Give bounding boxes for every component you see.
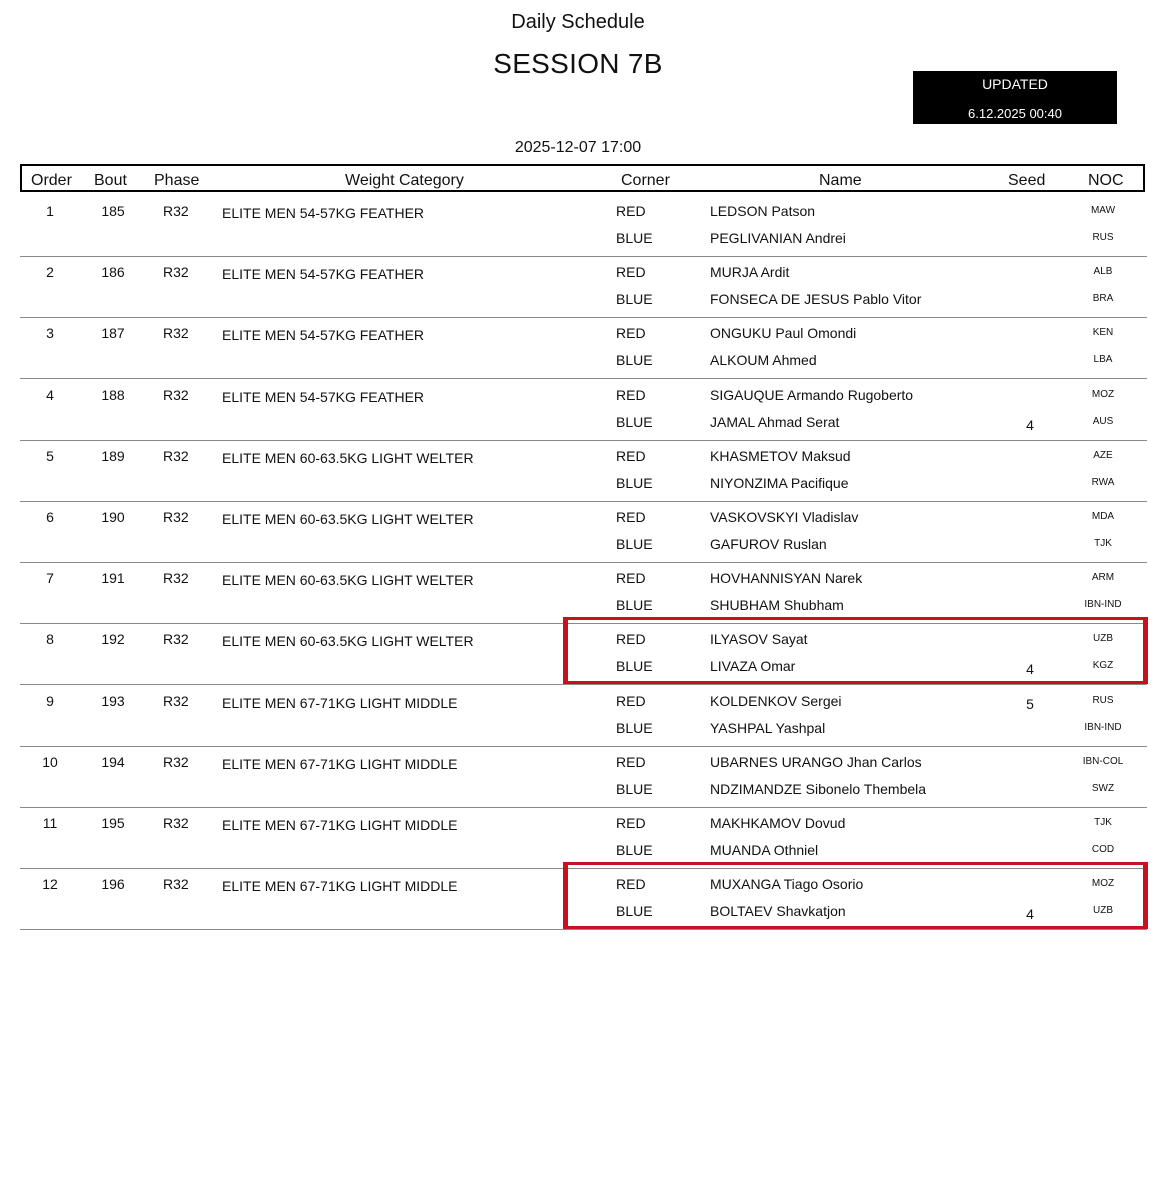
row-bout: 188 (101, 386, 125, 403)
row-phase: R32 (163, 631, 189, 648)
table-row (20, 746, 1147, 808)
row-order: 3 (46, 325, 54, 342)
row-order: 11 (42, 815, 58, 831)
row-bout: 196 (101, 876, 125, 893)
blue-boxer-name: YASHPAL Yashpal (710, 719, 826, 736)
red-boxer-name: SIGAUQUE Armando Rugoberto (710, 386, 914, 403)
table-row (20, 195, 1147, 257)
table-row (20, 562, 1147, 624)
row-weight-category: ELITE MEN 60-63.5KG LIGHT WELTER (222, 449, 474, 466)
row-order: 1 (46, 203, 54, 219)
header-bout: Bout (94, 172, 127, 189)
row-weight-category: ELITE MEN 54-57KG FEATHER (222, 388, 425, 405)
header-order: Order (31, 172, 72, 189)
blue-boxer-name: JAMAL Ahmad Serat (710, 413, 840, 430)
blue-corner-label: BLUE (616, 842, 653, 858)
blue-boxer-name: FONSECA DE JESUS Pablo Vitor (710, 291, 922, 308)
red-boxer-noc: MOZ (1091, 878, 1115, 890)
header-noc: NOC (1088, 172, 1124, 189)
row-weight-category: ELITE MEN 60-63.5KG LIGHT WELTER (222, 633, 474, 650)
row-bout: 195 (101, 815, 125, 831)
session-datetime: 2025-12-07 17:00 (514, 139, 642, 156)
row-weight-category: ELITE MEN 67-71KG LIGHT MIDDLE (222, 755, 458, 772)
blue-corner-label: BLUE (616, 597, 653, 614)
red-boxer-noc: ARM (1091, 572, 1115, 584)
red-corner-label: RED (616, 753, 646, 770)
blue-corner-label: BLUE (616, 903, 653, 920)
header-name: Name (819, 172, 862, 189)
blue-boxer-noc: LBA (1093, 354, 1113, 366)
blue-corner-label: BLUE (616, 291, 653, 308)
red-corner-label: RED (616, 509, 646, 525)
blue-corner-label: BLUE (616, 536, 653, 552)
row-bout: 186 (101, 264, 125, 281)
blue-corner-label: BLUE (616, 474, 653, 491)
red-boxer-name: UBARNES URANGO Jhan Carlos (710, 753, 922, 770)
row-order: 2 (46, 264, 54, 281)
red-corner-label: RED (616, 631, 646, 648)
header-phase: Phase (154, 172, 200, 189)
red-boxer-name: KHASMETOV Maksud (710, 447, 851, 464)
table-row (20, 807, 1147, 869)
blue-boxer-name: SHUBHAM Shubham (710, 597, 844, 614)
row-order: 7 (46, 570, 54, 587)
row-phase: R32 (163, 815, 189, 831)
red-boxer-name: MUXANGA Tiago Osorio (710, 876, 864, 893)
updated-badge (913, 71, 1117, 124)
row-bout: 187 (101, 325, 125, 342)
highlight-box (563, 617, 1148, 684)
header-weight-category: Weight Category (345, 172, 464, 189)
row-order: 10 (42, 753, 58, 770)
row-order: 8 (46, 631, 54, 648)
red-boxer-name: ONGUKU Paul Omondi (710, 325, 857, 342)
blue-boxer-noc: RWA (1091, 476, 1115, 488)
row-weight-category: ELITE MEN 54-57KG FEATHER (222, 205, 425, 221)
blue-boxer-name: BOLTAEV Shavkatjon (710, 903, 846, 920)
row-bout: 194 (101, 753, 125, 770)
red-boxer-noc: IBN-COL (1082, 755, 1124, 767)
row-order: 5 (46, 447, 54, 464)
row-bout: 190 (101, 509, 125, 525)
blue-corner-label: BLUE (616, 230, 653, 246)
blue-boxer-name: PEGLIVANIAN Andrei (710, 230, 846, 246)
blue-boxer-name: MUANDA Othniel (710, 842, 819, 858)
red-boxer-noc: MAW (1090, 205, 1116, 216)
row-phase: R32 (163, 692, 189, 709)
row-phase: R32 (163, 876, 189, 893)
row-weight-category: ELITE MEN 54-57KG FEATHER (222, 327, 425, 344)
blue-boxer-noc: BRA (1092, 293, 1114, 305)
blue-boxer-name: LIVAZA Omar (710, 658, 796, 675)
blue-boxer-noc: RUS (1092, 232, 1114, 243)
blue-corner-label: BLUE (616, 719, 653, 736)
row-weight-category: ELITE MEN 67-71KG LIGHT MIDDLE (222, 878, 458, 895)
blue-boxer-seed: 4 (1026, 661, 1034, 678)
red-corner-label: RED (616, 876, 646, 893)
red-boxer-noc: KEN (1092, 327, 1114, 339)
row-order: 6 (46, 509, 54, 525)
red-boxer-seed: 5 (1026, 695, 1034, 712)
blue-corner-label: BLUE (616, 413, 653, 430)
row-weight-category: ELITE MEN 60-63.5KG LIGHT WELTER (222, 511, 474, 527)
row-phase: R32 (163, 264, 189, 281)
blue-boxer-noc: UZB (1093, 905, 1113, 917)
blue-corner-label: BLUE (616, 658, 653, 675)
row-phase: R32 (163, 447, 189, 464)
table-row (20, 256, 1147, 318)
table-row (20, 317, 1147, 379)
red-corner-label: RED (616, 570, 646, 587)
row-phase: R32 (163, 386, 189, 403)
row-order: 4 (46, 386, 54, 403)
red-corner-label: RED (616, 386, 646, 403)
row-phase: R32 (163, 325, 189, 342)
blue-boxer-noc: SWZ (1091, 782, 1115, 794)
row-order: 9 (46, 692, 54, 709)
red-corner-label: RED (616, 447, 646, 464)
row-phase: R32 (163, 753, 189, 770)
red-boxer-noc: MOZ (1091, 388, 1115, 400)
red-boxer-noc: RUS (1092, 694, 1114, 706)
row-phase: R32 (163, 203, 189, 219)
table-header (20, 164, 1145, 192)
blue-boxer-seed: 4 (1026, 416, 1034, 433)
blue-corner-label: BLUE (616, 780, 653, 797)
row-bout: 191 (101, 570, 125, 587)
red-boxer-name: KOLDENKOV Sergei (710, 692, 842, 709)
blue-boxer-seed: 4 (1026, 906, 1034, 923)
red-corner-label: RED (616, 815, 646, 831)
red-boxer-name: MAKHKAMOV Dovud (710, 815, 846, 831)
document-title: Daily Schedule (511, 11, 645, 33)
session-title: SESSION 7B (493, 48, 663, 79)
blue-boxer-noc: TJK (1094, 538, 1112, 549)
blue-boxer-name: ALKOUM Ahmed (710, 352, 817, 369)
red-corner-label: RED (616, 692, 646, 709)
header-seed: Seed (1008, 172, 1046, 189)
red-boxer-noc: TJK (1094, 817, 1112, 828)
blue-boxer-noc: KGZ (1092, 660, 1114, 672)
row-weight-category: ELITE MEN 67-71KG LIGHT MIDDLE (222, 694, 458, 711)
table-row (20, 501, 1147, 563)
red-boxer-name: MURJA Ardit (710, 264, 790, 281)
red-boxer-noc: MDA (1091, 511, 1115, 522)
red-corner-label: RED (616, 203, 646, 219)
blue-boxer-noc: AUS (1092, 415, 1114, 427)
blue-boxer-name: NIYONZIMA Pacifique (710, 474, 849, 491)
red-boxer-name: LEDSON Patson (710, 203, 816, 219)
row-weight-category: ELITE MEN 54-57KG FEATHER (222, 266, 425, 283)
red-boxer-noc: AZE (1093, 449, 1113, 461)
blue-boxer-noc: IBN-IND (1084, 721, 1122, 733)
header-corner: Corner (621, 172, 670, 189)
red-corner-label: RED (616, 325, 646, 342)
blue-boxer-noc: IBN-IND (1084, 599, 1122, 611)
table-row (20, 440, 1147, 502)
row-weight-category: ELITE MEN 67-71KG LIGHT MIDDLE (222, 817, 458, 833)
red-boxer-name: HOVHANNISYAN Narek (710, 570, 863, 587)
updated-timestamp: 6.12.2025 00:40 (968, 106, 1062, 121)
updated-label: UPDATED (982, 76, 1048, 92)
row-order: 12 (42, 876, 58, 893)
blue-boxer-name: GAFUROV Ruslan (710, 536, 827, 552)
blue-boxer-name: NDZIMANDZE Sibonelo Thembela (710, 780, 927, 797)
row-weight-category: ELITE MEN 60-63.5KG LIGHT WELTER (222, 572, 474, 589)
highlight-box (563, 862, 1148, 929)
red-corner-label: RED (616, 264, 646, 281)
row-phase: R32 (163, 570, 189, 587)
row-phase: R32 (163, 509, 189, 525)
red-boxer-name: ILYASOV Sayat (710, 631, 808, 648)
red-boxer-name: VASKOVSKYI Vladislav (710, 509, 859, 525)
table-row (20, 379, 1147, 441)
row-bout: 185 (101, 203, 125, 219)
row-bout: 193 (101, 692, 125, 709)
row-bout: 192 (101, 631, 125, 648)
table-row (20, 685, 1147, 747)
red-boxer-noc: UZB (1093, 633, 1113, 645)
blue-boxer-noc: COD (1091, 844, 1115, 855)
row-bout: 189 (101, 447, 125, 464)
red-boxer-noc: ALB (1093, 266, 1113, 278)
blue-corner-label: BLUE (616, 352, 653, 369)
